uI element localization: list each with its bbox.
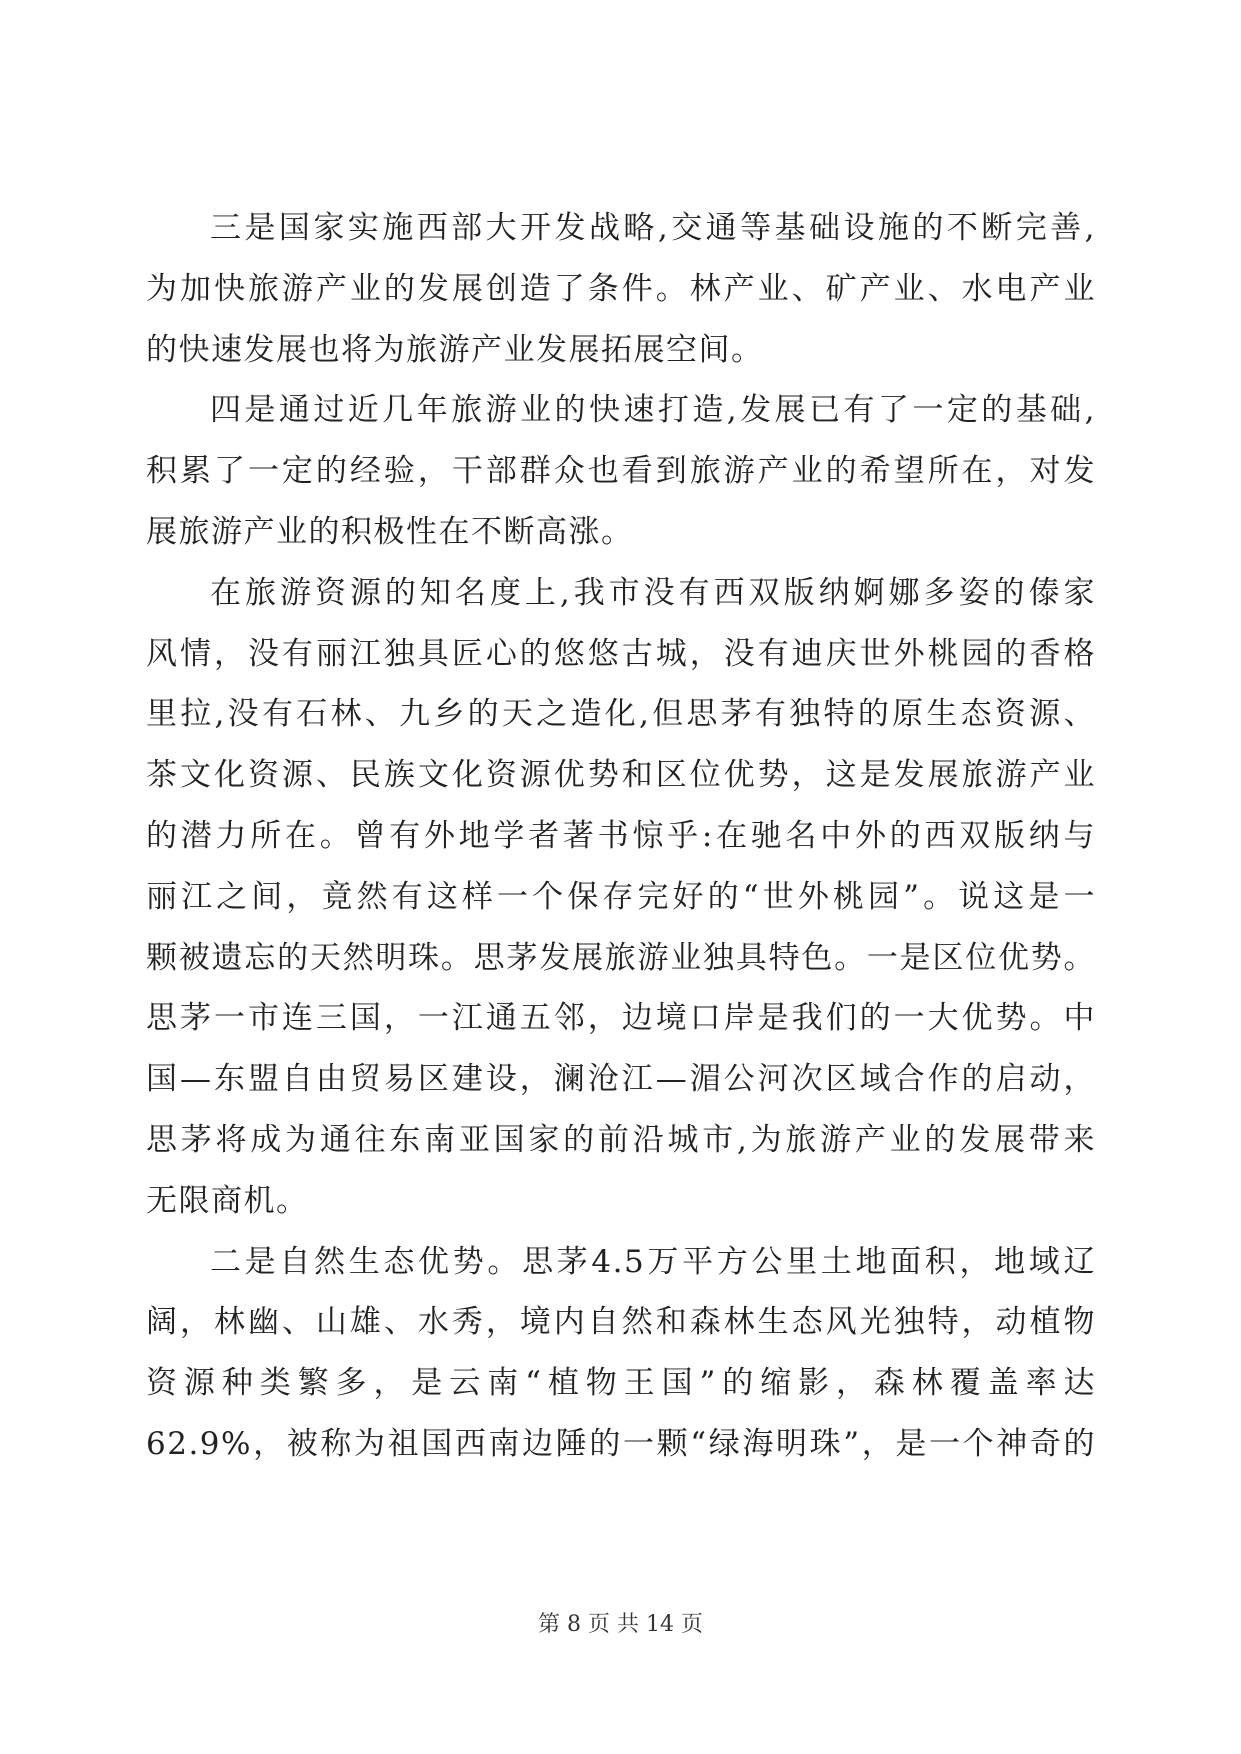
paragraph-line: 阔，林幽、山雄、水秀，境内自然和森林生态风光独特，动植物 [146,1304,1096,1341]
paragraph-line: 三是国家实施西部大开发战略,交通等基础设施的不断完善, [210,210,1096,246]
paragraph-line: 为加快旅游产业的发展创造了条件。林产业、矿产业、水电产业 [146,270,1096,307]
paragraph-line: 展旅游产业的积极性在不断高涨。 [146,513,634,550]
paragraph-line: 思茅一市连三国，一江通五邻，边境口岸是我们的一大优势。中 [146,1000,1096,1037]
paragraph-line: 颗被遗忘的天然明珠。思茅发展旅游业独具特色。一是区位优势。 [146,939,1096,976]
paragraph-line: 在旅游资源的知名度上,我市没有西双版纳婀娜多姿的傣家 [210,574,1096,611]
paragraph-line: 资源种类繁多，是云南“植物王国”的缩影，森林覆盖率达 [146,1365,1096,1402]
paragraph-line: 风情，没有丽江独具匠心的悠悠古城，没有迪庆世外桃园的香格 [146,635,1096,672]
paragraph-line: 里拉,没有石林、九乡的天之造化,但思茅有独特的原生态资源、 [146,696,1096,733]
document-body [146,198,1096,1475]
paragraph-line: 二是自然生态优势。思茅4.5万平方公里土地面积，地域辽 [210,1243,1096,1280]
paragraph-line: 无限商机。 [146,1182,309,1219]
paragraph-line: 的快速发展也将为旅游产业发展拓展空间。 [146,331,764,368]
paragraph-line: 四是通过近几年旅游业的快速打造,发展已有了一定的基础, [210,392,1096,429]
paragraph-line: 的潜力所在。曾有外地学者著书惊乎:在驰名中外的西双版纳与 [146,817,1096,854]
paragraph-line: 62.9%，被称为祖国西南边陲的一颗“绿海明珠”，是一个神奇的 [146,1425,1096,1462]
paragraph-line: 丽江之间，竟然有这样一个保存完好的“世外桃园”。说这是一 [146,878,1096,915]
paragraph-line: 思茅将成为通往东南亚国家的前沿城市,为旅游产业的发展带来 [146,1121,1096,1158]
page-number-footer: 第 8 页 共 14 页 [538,1612,703,1637]
paragraph-line: 国—东盟自由贸易区建设，澜沧江—湄公河次区域合作的启动， [146,1061,1096,1098]
paragraph-line: 茶文化资源、民族文化资源优势和区位优势，这是发展旅游产业 [146,757,1096,794]
paragraph-line: 积累了一定的经验，干部群众也看到旅游产业的希望所在，对发 [146,453,1096,490]
